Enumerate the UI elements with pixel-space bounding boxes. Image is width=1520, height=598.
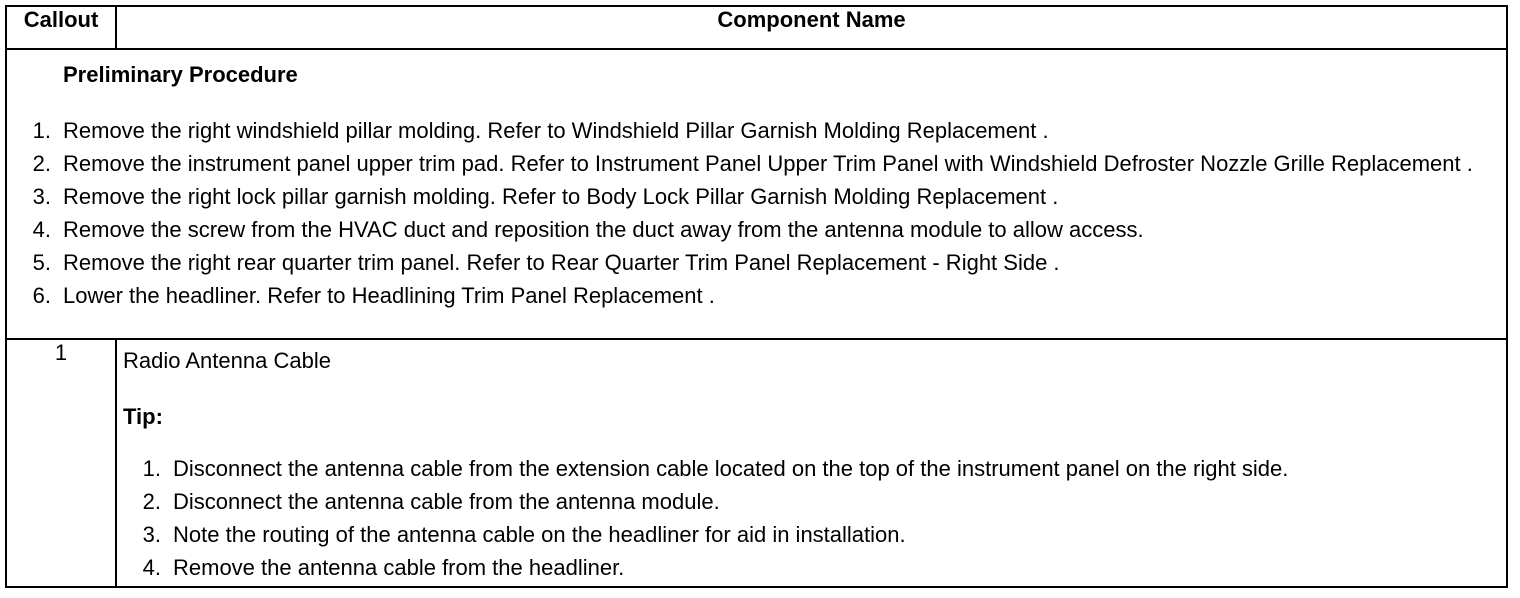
step-number: 6. (32, 283, 51, 308)
step-text: Remove the right windshield pillar molding. Refer to Windshield Pillar Garnish Molding Replacement . (63, 118, 1049, 143)
step-number: 2. (32, 151, 51, 176)
step-text: Remove the antenna cable from the headliner. (173, 555, 625, 580)
component-cell (116, 339, 1507, 587)
list-item (123, 487, 1500, 517)
list-item (123, 553, 1500, 583)
header-component-name: Component Name (116, 6, 1507, 49)
step-number: 1. (32, 118, 51, 143)
list-item (7, 182, 1496, 212)
preliminary-cell (6, 49, 1507, 339)
preliminary-steps (7, 116, 1496, 311)
step-number: 3. (32, 184, 51, 209)
table-row (6, 339, 1507, 587)
step-text: Lower the headliner. Refer to Headlining Trim Panel Replacement . (63, 283, 715, 308)
step-number: 5. (32, 250, 51, 275)
list-item (7, 248, 1496, 278)
step-number: 4. (142, 555, 161, 580)
preliminary-title: Preliminary Procedure (63, 62, 298, 87)
step-text: Remove the right rear quarter trim panel. Refer to Rear Quarter Trim Panel Replacement - Right Side . (63, 250, 1060, 275)
list-item (7, 149, 1496, 179)
list-item (7, 215, 1496, 245)
preliminary-row (6, 49, 1507, 339)
step-text: Disconnect the antenna cable from the antenna module. (173, 489, 720, 514)
step-number: 4. (32, 217, 51, 242)
list-item (123, 520, 1500, 550)
table-header-row (6, 6, 1507, 49)
step-text: Remove the instrument panel upper trim pad. Refer to Instrument Panel Upper Trim Panel with Windshield Defroster Nozzle Grille Replacement . (63, 151, 1473, 176)
component-name: Radio Antenna Cable (123, 348, 331, 373)
callout-number: 1 (6, 339, 116, 587)
step-number: 3. (142, 522, 161, 547)
step-text: Note the routing of the antenna cable on the headliner for aid in installation. (173, 522, 906, 547)
header-callout: Callout (6, 6, 116, 49)
list-item (7, 116, 1496, 146)
component-steps (123, 454, 1500, 583)
step-text: Remove the screw from the HVAC duct and reposition the duct away from the antenna module to allow access. (63, 217, 1144, 242)
tip-label: Tip: (123, 404, 163, 429)
step-number: 1. (142, 456, 161, 481)
list-item (7, 281, 1496, 311)
list-item (123, 454, 1500, 484)
step-text: Disconnect the antenna cable from the extension cable located on the top of the instrument panel on the right side. (173, 456, 1289, 481)
step-text: Remove the right lock pillar garnish molding. Refer to Body Lock Pillar Garnish Molding Replacement . (63, 184, 1059, 209)
procedure-table (5, 5, 1508, 588)
step-number: 2. (142, 489, 161, 514)
